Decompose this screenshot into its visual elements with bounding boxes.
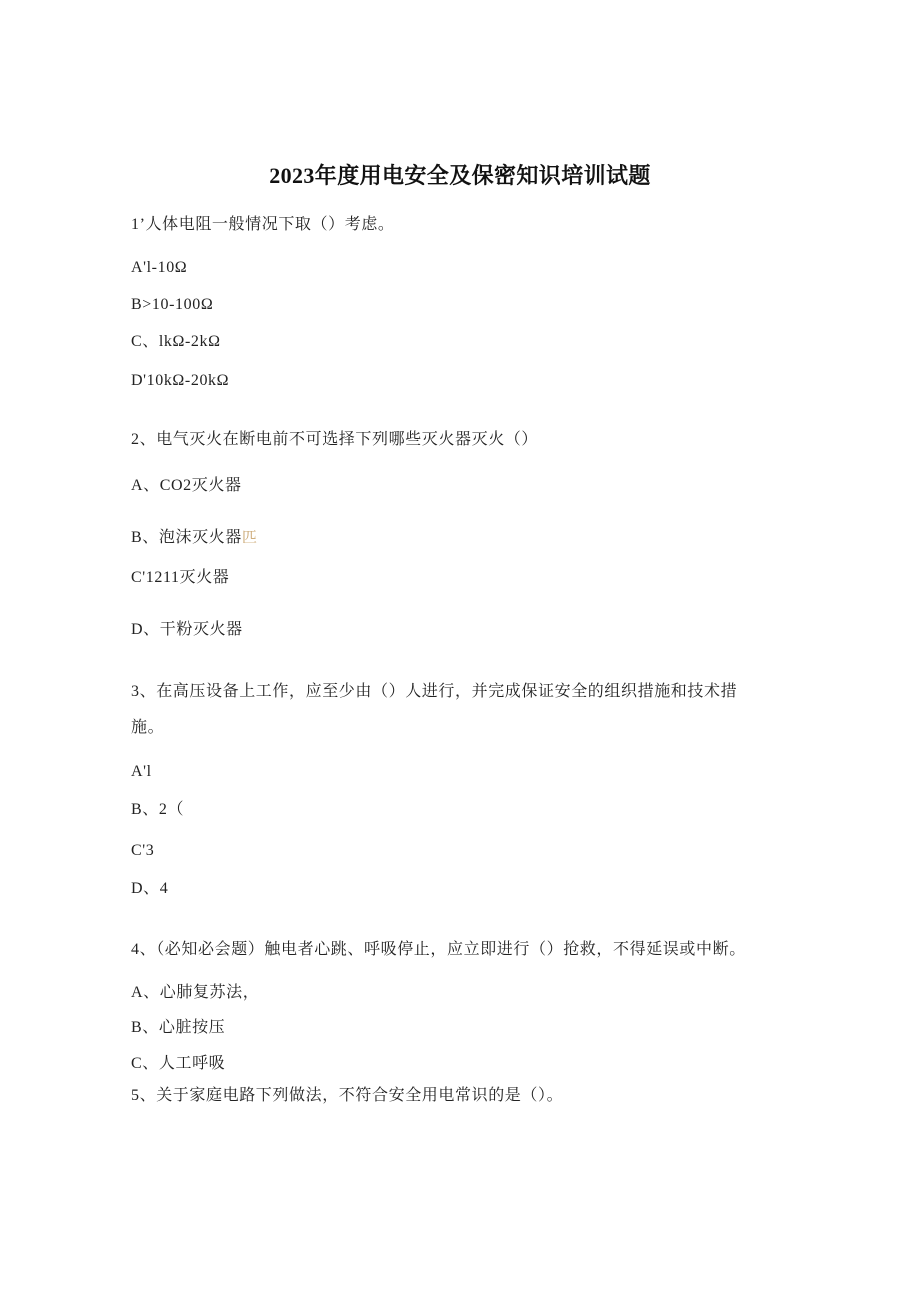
question-1-option-a: A'l-10Ω bbox=[131, 259, 188, 276]
question-1-option-c: C、lkΩ-2kΩ bbox=[131, 333, 221, 350]
question-3-option-a: A'l bbox=[131, 763, 152, 780]
question-3-stem-continued: 施。 bbox=[131, 719, 165, 736]
question-3-stem: 3、在高压设备上工作，应至少由（）人进行，并完成保证安全的组织措施和技术措 bbox=[131, 683, 738, 700]
question-3-option-b: B、2（ bbox=[131, 801, 185, 818]
question-5-stem: 5、关于家庭电路下列做法，不符合安全用电常识的是（）。 bbox=[131, 1087, 564, 1104]
question-3-option-c: C'3 bbox=[131, 842, 155, 859]
question-1-stem: 1’人体电阻一般情况下取（）考虑。 bbox=[131, 216, 395, 233]
question-2-option-a: A、CO2灭火器 bbox=[131, 477, 242, 494]
question-2-option-c: C'1211灭火器 bbox=[131, 569, 230, 586]
question-2-stem: 2、电气灭火在断电前不可选择下列哪些灭火器灭火（） bbox=[131, 431, 539, 448]
question-2-option-b: B、泡沫灭火器 bbox=[131, 529, 242, 546]
question-4-stem: 4、（必知必会题）触电者心跳、呼吸停止，应立即进行（）抢救，不得延误或中断。 bbox=[131, 941, 746, 958]
question-1-option-b: B>10-100Ω bbox=[131, 296, 214, 313]
question-4-option-a: A、心肺复苏法， bbox=[131, 984, 260, 1001]
question-2-option-d: D、干粉灭火器 bbox=[131, 621, 243, 638]
question-1-option-d: D'10kΩ-20kΩ bbox=[131, 372, 230, 389]
question-3-option-d: D、4 bbox=[131, 880, 169, 897]
question-4-option-c: C、人工呼吸 bbox=[131, 1055, 226, 1072]
question-4-option-b: B、心脏按压 bbox=[131, 1019, 226, 1036]
question-2-option-b-row bbox=[131, 528, 257, 548]
page-title: 2023年度用电安全及保密知识培训试题 bbox=[269, 163, 651, 188]
stray-mark: 匹 bbox=[241, 530, 258, 546]
